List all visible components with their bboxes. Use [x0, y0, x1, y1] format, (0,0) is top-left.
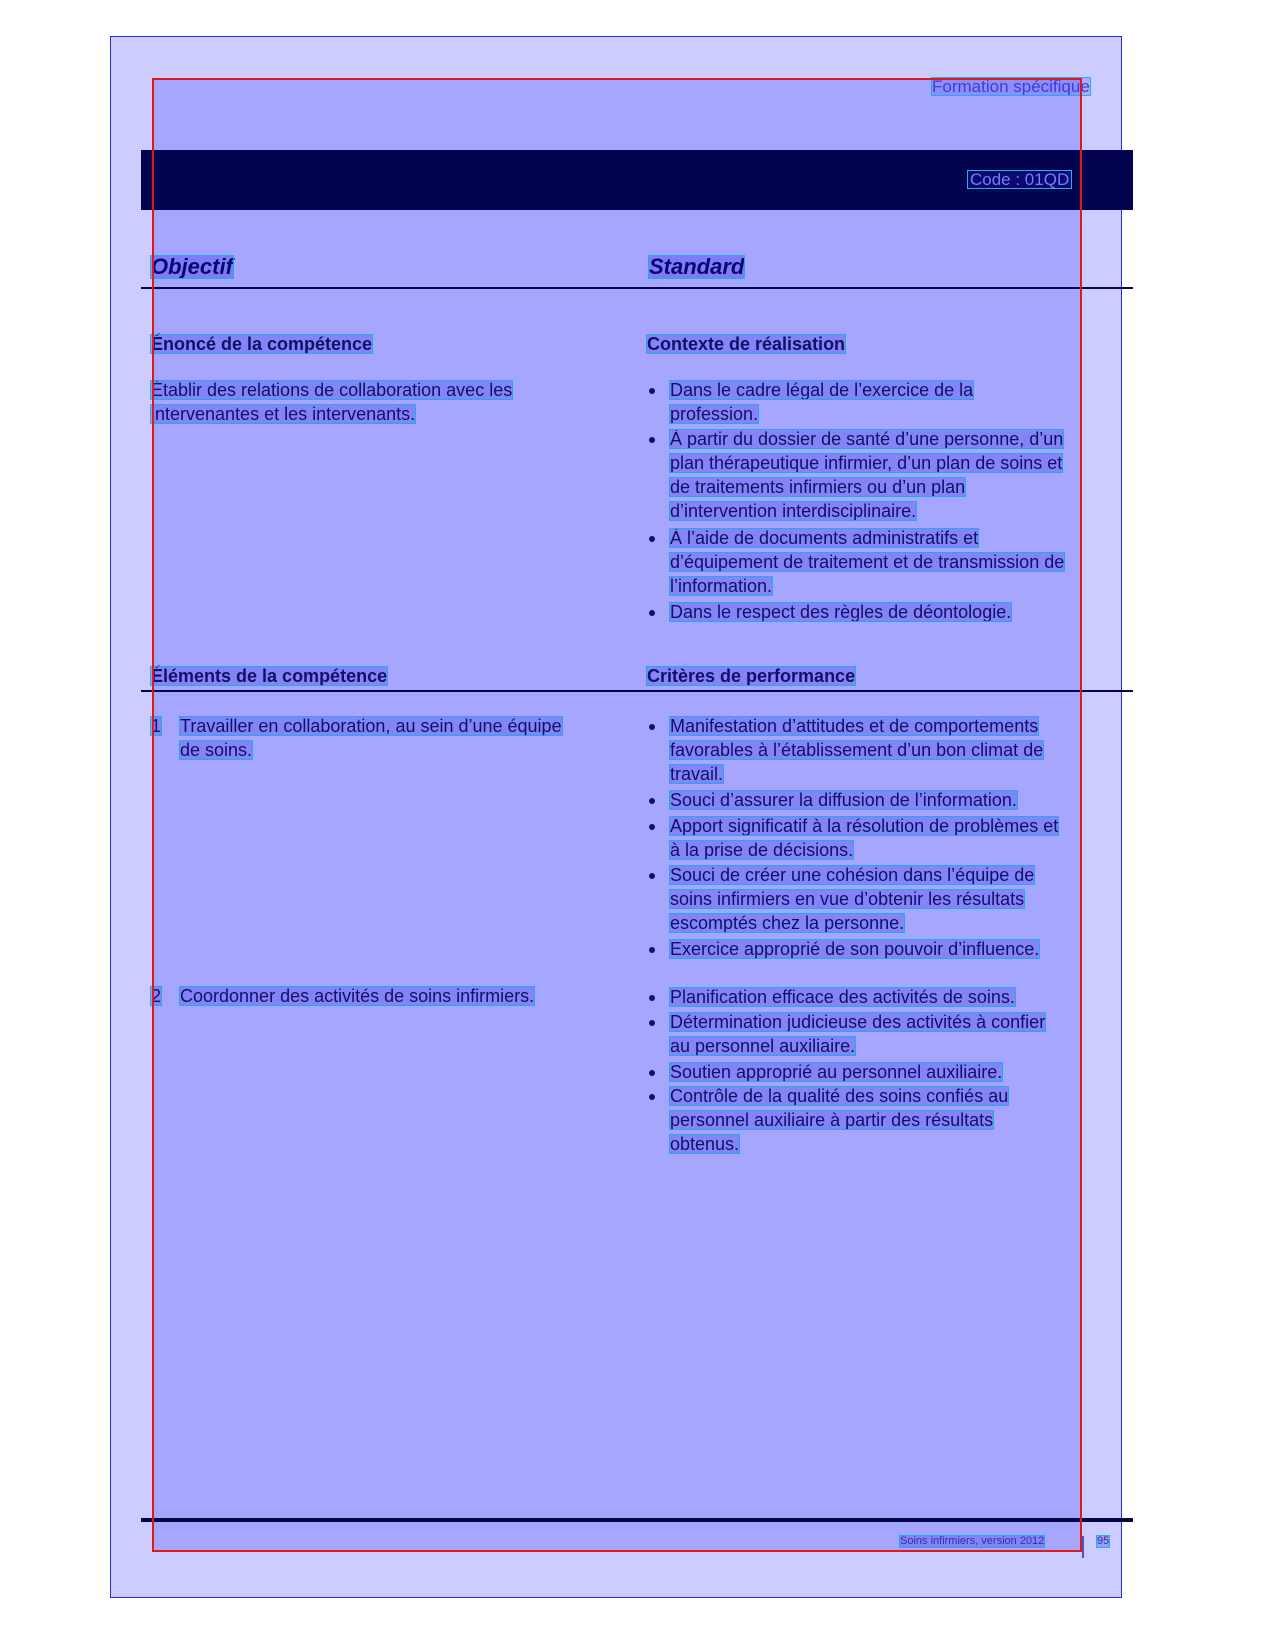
footer-rule [141, 1518, 1133, 1522]
element-line: de soins. [180, 740, 253, 760]
footer-document-version: Soins infirmiers, version 2012 [900, 1535, 1045, 1547]
criteria-bullet-line: Souci d’assurer la diffusion de l’information. [670, 790, 1017, 810]
context-bullet-line: À l’aide de documents administratifs et [670, 528, 979, 548]
bullet-marker [649, 1094, 655, 1100]
bullet-marker [649, 873, 655, 879]
footer-page-number: 95 [1097, 1535, 1110, 1547]
competence-statement-line: intervenantes et les intervenants. [151, 404, 416, 424]
competence-statement-line: Établir des relations de collaboration avec les [151, 380, 513, 400]
criteria-bullet-line: Soutien approprié au personnel auxiliaire. [670, 1062, 1003, 1082]
criteria-bullet-line: escomptés chez la personne. [670, 913, 905, 933]
context-bullet-line: profession. [670, 404, 759, 424]
bullet-marker [649, 1070, 655, 1076]
bullet-marker [649, 798, 655, 804]
column-header-rule [141, 287, 1133, 289]
criteria-bullet-line: soins infirmiers en vue d’obtenir les résultats [670, 889, 1025, 909]
bullet-marker [649, 824, 655, 830]
criteria-bullet-line: travail. [670, 764, 724, 784]
criteria-bullet-line: obtenus. [670, 1134, 740, 1154]
criteria-bullet-line: favorables à l’établissement d’un bon climat de [670, 740, 1044, 760]
criteria-bullet-line: personnel auxiliaire à partir des résultats [670, 1110, 994, 1130]
header-code-label: Code : 01QD [970, 170, 1070, 189]
criteria-bullet-line: Manifestation d’attitudes et de comportements [670, 716, 1039, 736]
element-line: Travailler en collaboration, au sein d’une équipe [180, 716, 562, 736]
criteria-bullet-line: Apport significatif à la résolution de problèmes et [670, 816, 1059, 836]
element-number: 1 [151, 716, 162, 736]
context-bullet-line: À partir du dossier de santé d’une personne, d’un [670, 429, 1064, 449]
bullet-marker [649, 610, 655, 616]
context-bullet-line: Dans le respect des règles de déontologie. [670, 602, 1012, 622]
criteria-bullet-line: Détermination judicieuse des activités à confier [670, 1012, 1046, 1032]
criteria-bullet-line: Contrôle de la qualité des soins confiés au [670, 1086, 1009, 1106]
criteria-bullet-line: au personnel auxiliaire. [670, 1036, 856, 1056]
objectif-column-title: Objectif [151, 254, 233, 279]
context-bullet-line: Dans le cadre légal de l’exercice de la [670, 380, 974, 400]
context-label: Contexte de réalisation [647, 334, 846, 354]
elements-label: Éléments de la compétence [151, 666, 388, 686]
header-formation-label: Formation spécifique [932, 77, 1090, 96]
context-bullet-line: plan thérapeutique infirmier, d’un plan de soins et [670, 453, 1063, 473]
context-bullet-line: de traitements infirmiers ou d’un plan [670, 477, 966, 497]
context-bullet-line: d’équipement de traitement et de transmission de [670, 552, 1065, 572]
element-number: 2 [151, 986, 162, 1006]
content-area [152, 78, 1082, 1552]
footer-separator [1082, 1536, 1084, 1558]
criteria-bullet-line: Exercice approprié de son pouvoir d’influence. [670, 939, 1040, 959]
section-header-rule [141, 690, 1133, 692]
criteria-bullet-line: Souci de créer une cohésion dans l’équipe de [670, 865, 1035, 885]
bullet-marker [649, 1020, 655, 1026]
bullet-marker [649, 995, 655, 1001]
bullet-marker [649, 724, 655, 730]
bullet-marker [649, 947, 655, 953]
criteria-bullet-line: à la prise de décisions. [670, 840, 854, 860]
bullet-marker [649, 388, 655, 394]
standard-column-title: Standard [649, 254, 745, 279]
context-bullet-line: d’intervention interdisciplinaire. [670, 501, 917, 521]
element-line: Coordonner des activités de soins infirmiers. [180, 986, 535, 1006]
criteria-label: Critères de performance [647, 666, 856, 686]
criteria-bullet-line: Planification efficace des activités de soins. [670, 987, 1015, 1007]
bullet-marker [649, 536, 655, 542]
competence-label: Énoncé de la compétence [151, 334, 373, 354]
bullet-marker [649, 437, 655, 443]
context-bullet-line: l’information. [670, 576, 773, 596]
